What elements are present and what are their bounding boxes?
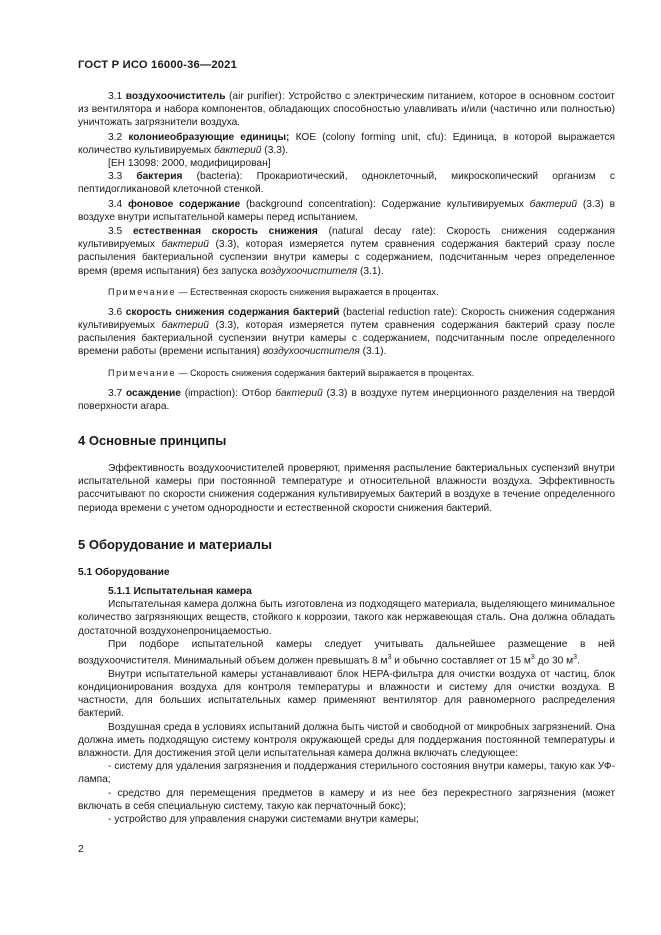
list-item-control: - устройство для управления снаружи системами внутри камеры; [108,813,419,825]
list-item-uv-lamp: - систему для удаления загрязнения и поддержания стерильного состояния внутри камеры, такую как УФ-лампа; [78,761,615,786]
subsection-5-1-1-heading: 5.1.1 Испытательная камера [108,586,252,598]
section-4-text: Эффективность воздухоочистителей проверяют, применяя распыление бактериальных суспензий внутри испытательной камеры при постоянной температуре и относительной влажности воздуха. Эффективность рассчитывают по скорости снижения содержания культивируемых бактерий в воздухе в течение определенного периода времени с учетом однородности и естественной скорости снижения бактерий. [78,463,615,514]
definition-3-6: 3.6 скорость снижения содержания бактерий (bacterial reduction rate): Скорость снижения содержания культивируемых бактерий (3.3), которая измеряется путем сравнения содержания бактерий сразу после распыления бактериальной суспензии внутри камеры с содержанием, подсчитанным после определенного времени работы (времени испытания) воздухоочистителя (3.1). [78,306,615,358]
section-4-heading: 4 Основные принципы [78,433,227,449]
paragraph-chamber-equipment: Внутри испытательной камеры устанавливают блок HEPA-фильтра для очистки воздуха от частиц, блок кондиционирования воздуха для контроля температуры и влажности и систему для очистки воздуха. В частности, для больших испытательных камер применяют вентилятор для равномерного распределения бактерий. [78,668,615,720]
paragraph-air-environment: Воздушная среда в условиях испытаний должна быть чистой и свободной от микробных загрязнений. Она должна иметь подходящую систему контроля окружающей среды для поддержания постоянной температуры и влажности. Для достижения этой цели испытательная камера должна включать следующее: [78,721,615,759]
subsection-5-1-heading: 5.1 Оборудование [78,566,170,578]
document-header: ГОСТ Р ИСО 16000-36—2021 [78,59,238,71]
definition-3-4: 3.4 фоновое содержание (background concentration): Содержание культивируемых бактерий (3.3) в воздухе внутри испытательной камеры перед испытанием. [78,198,615,223]
page-content [78,90,615,826]
list-item-transfer: - средство для перемещения предметов в камеру и из нее без перекрестного загрязнения (может включать в себя специальную систему, такую как перчаточный бокс); [78,787,615,812]
definition-3-2-source: [ЕН 13098: 2000, модифицирован] [108,158,271,170]
note-reduction-rate: Примечание — Скорость снижения содержания бактерий выражается в процентах. [108,367,475,378]
definition-3-7: 3.7 осаждение (impaction): Отбор бактерий (3.3) в воздухе путем инерционного разделения на твердой поверхности агара. [78,387,615,412]
section-5-heading: 5 Оборудование и материалы [78,536,272,552]
definition-3-1: 3.1 воздухоочиститель (air purifier): Устройство с электрическим питанием, которое в основном состоит из вентилятора и набора компонентов, обладающих способностью улавливать и/или (частично или полностью) уничтожать загрязнители воздуха. [78,91,615,129]
page-number: 2 [78,843,84,855]
definition-3-2: 3.2 колониеобразующие единицы; КОЕ (colony forming unit, cfu): Единица, в которой выражается количество культивируемых бактерий (3.3). [78,131,615,156]
definition-3-5: 3.5 естественная скорость снижения (natural decay rate): Скорость снижения содержания культивируемых бактерий (3.3), которая измеряется путем сравнения содержания бактерий сразу после распыления бактериальной суспензии внутри камеры с содержанием, подсчитанным через определенное время (время испытания) без запуска воздухоочистителя (3.1). [78,226,615,277]
note-natural-decay: Примечание — Естественная скорость снижения выражается в процентах. [108,286,439,297]
paragraph-chamber-material: Испытательная камера должна быть изготовлена из подходящего материала, выделяющего минимальное количество загрязняющих веществ, стойкого к коррозии, такого как нержавеющая сталь. Она должна обладать достаточной воздухонепроницаемостью. [78,599,615,637]
definition-3-3: 3.3 бактерия (bacteria): Прокариотический, одноклеточный, микроскопический организм с пептидогликановой клеточной стенкой. [78,171,615,196]
paragraph-chamber-volume: При подборе испытательной камеры следует учитывать дальнейшее размещение в ней воздухоочистителя. Минимальный объем должен превышать 8 $м^3$ и обычно составляет от 15 $м^3$ до 30 $м^3$. [78,638,615,667]
